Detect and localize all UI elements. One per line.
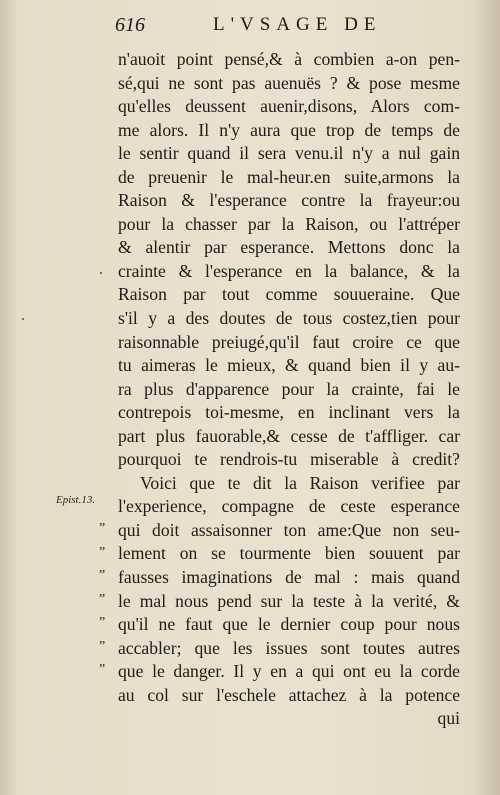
text-line: Raison & l'esperance contre la frayeur:ou <box>118 190 460 211</box>
text-line: part plus fauorable,& cesse de t'affliger. car <box>118 425 460 446</box>
text-line: & alentir par esperance. Mettons donc la <box>118 237 460 258</box>
quote-mark: ” <box>99 544 106 560</box>
text-line: pourquoi te rendrois-tu miserable à credit? <box>118 449 460 470</box>
text-line: tu aimeras le mieux, & quand bien il y au- <box>118 355 460 376</box>
text-line: qui <box>437 708 460 729</box>
quote-mark: ” <box>99 568 106 584</box>
text-line: fausses imaginations de mal : mais quand <box>118 567 460 588</box>
page-header <box>115 14 460 44</box>
text-line: au col sur l'eschele attachez à la potence <box>118 684 460 705</box>
quote-mark: ” <box>99 615 106 631</box>
quote-mark: ” <box>99 521 106 536</box>
text-line: qu'elles deussent auenir,disons, Alors com- <box>118 96 460 117</box>
text-line: le mal nous pend sur la teste à la verité, & <box>118 590 460 611</box>
text-line: ra plus d'apparence pour la crainte, fai le <box>118 378 460 399</box>
text-line: sé,qui ne sont pas auenuës ? & pose mesme <box>118 72 460 93</box>
quote-mark: ” <box>99 591 106 607</box>
quote-mark: ” <box>99 638 106 654</box>
page-edge-shadow <box>470 0 500 795</box>
text-line: contrepois toi-mesme, en inclinant vers la <box>118 402 460 423</box>
text-line: de preuenir le mal-heur.en suite,armons la <box>118 166 460 187</box>
text-line: raisonnable preiugé,qu'il faut croire ce que <box>118 331 460 352</box>
page-number: 616 <box>115 14 145 36</box>
body-text <box>118 48 460 731</box>
paper-speck <box>100 272 102 274</box>
text-line: que le danger. Il y en a qui ont eu la corde <box>118 661 460 682</box>
text-line: qu'il ne faut que le dernier coup pour nous <box>118 614 460 635</box>
text-line: s'il y a des doutes de tous costez,tien pour <box>118 308 460 329</box>
running-head: L'VSAGE DE <box>213 14 382 35</box>
paper-speck <box>22 318 24 320</box>
text-line: qui doit assaisonner ton ame:Que non seu- <box>118 519 460 540</box>
text-line: Raison par tout comme souueraine. Que <box>118 284 460 305</box>
text-line: accabler; que les issues sont toutes autres <box>118 637 460 658</box>
text-line: pour la chasser par la Raison, ou l'attréper <box>118 213 460 234</box>
quote-mark: ” <box>99 662 106 678</box>
text-line: lement on se tourmente bien souuent par <box>118 543 460 564</box>
text-line: l'experience, compagne de ceste esperance <box>118 496 460 517</box>
margin-citation: Epist.13. <box>56 494 96 506</box>
text-line: me alors. Il n'y aura que trop de temps de <box>118 119 460 140</box>
text-line: le sentir quand il sera venu.il n'y a nul gain <box>118 143 460 164</box>
text-line: crainte & l'esperance en la balance, & la <box>118 260 460 281</box>
text-line: Voici que te dit la Raison verifiee par <box>140 472 460 493</box>
text-line: n'auoit point pensé,& à combien a-on pen- <box>118 49 460 69</box>
